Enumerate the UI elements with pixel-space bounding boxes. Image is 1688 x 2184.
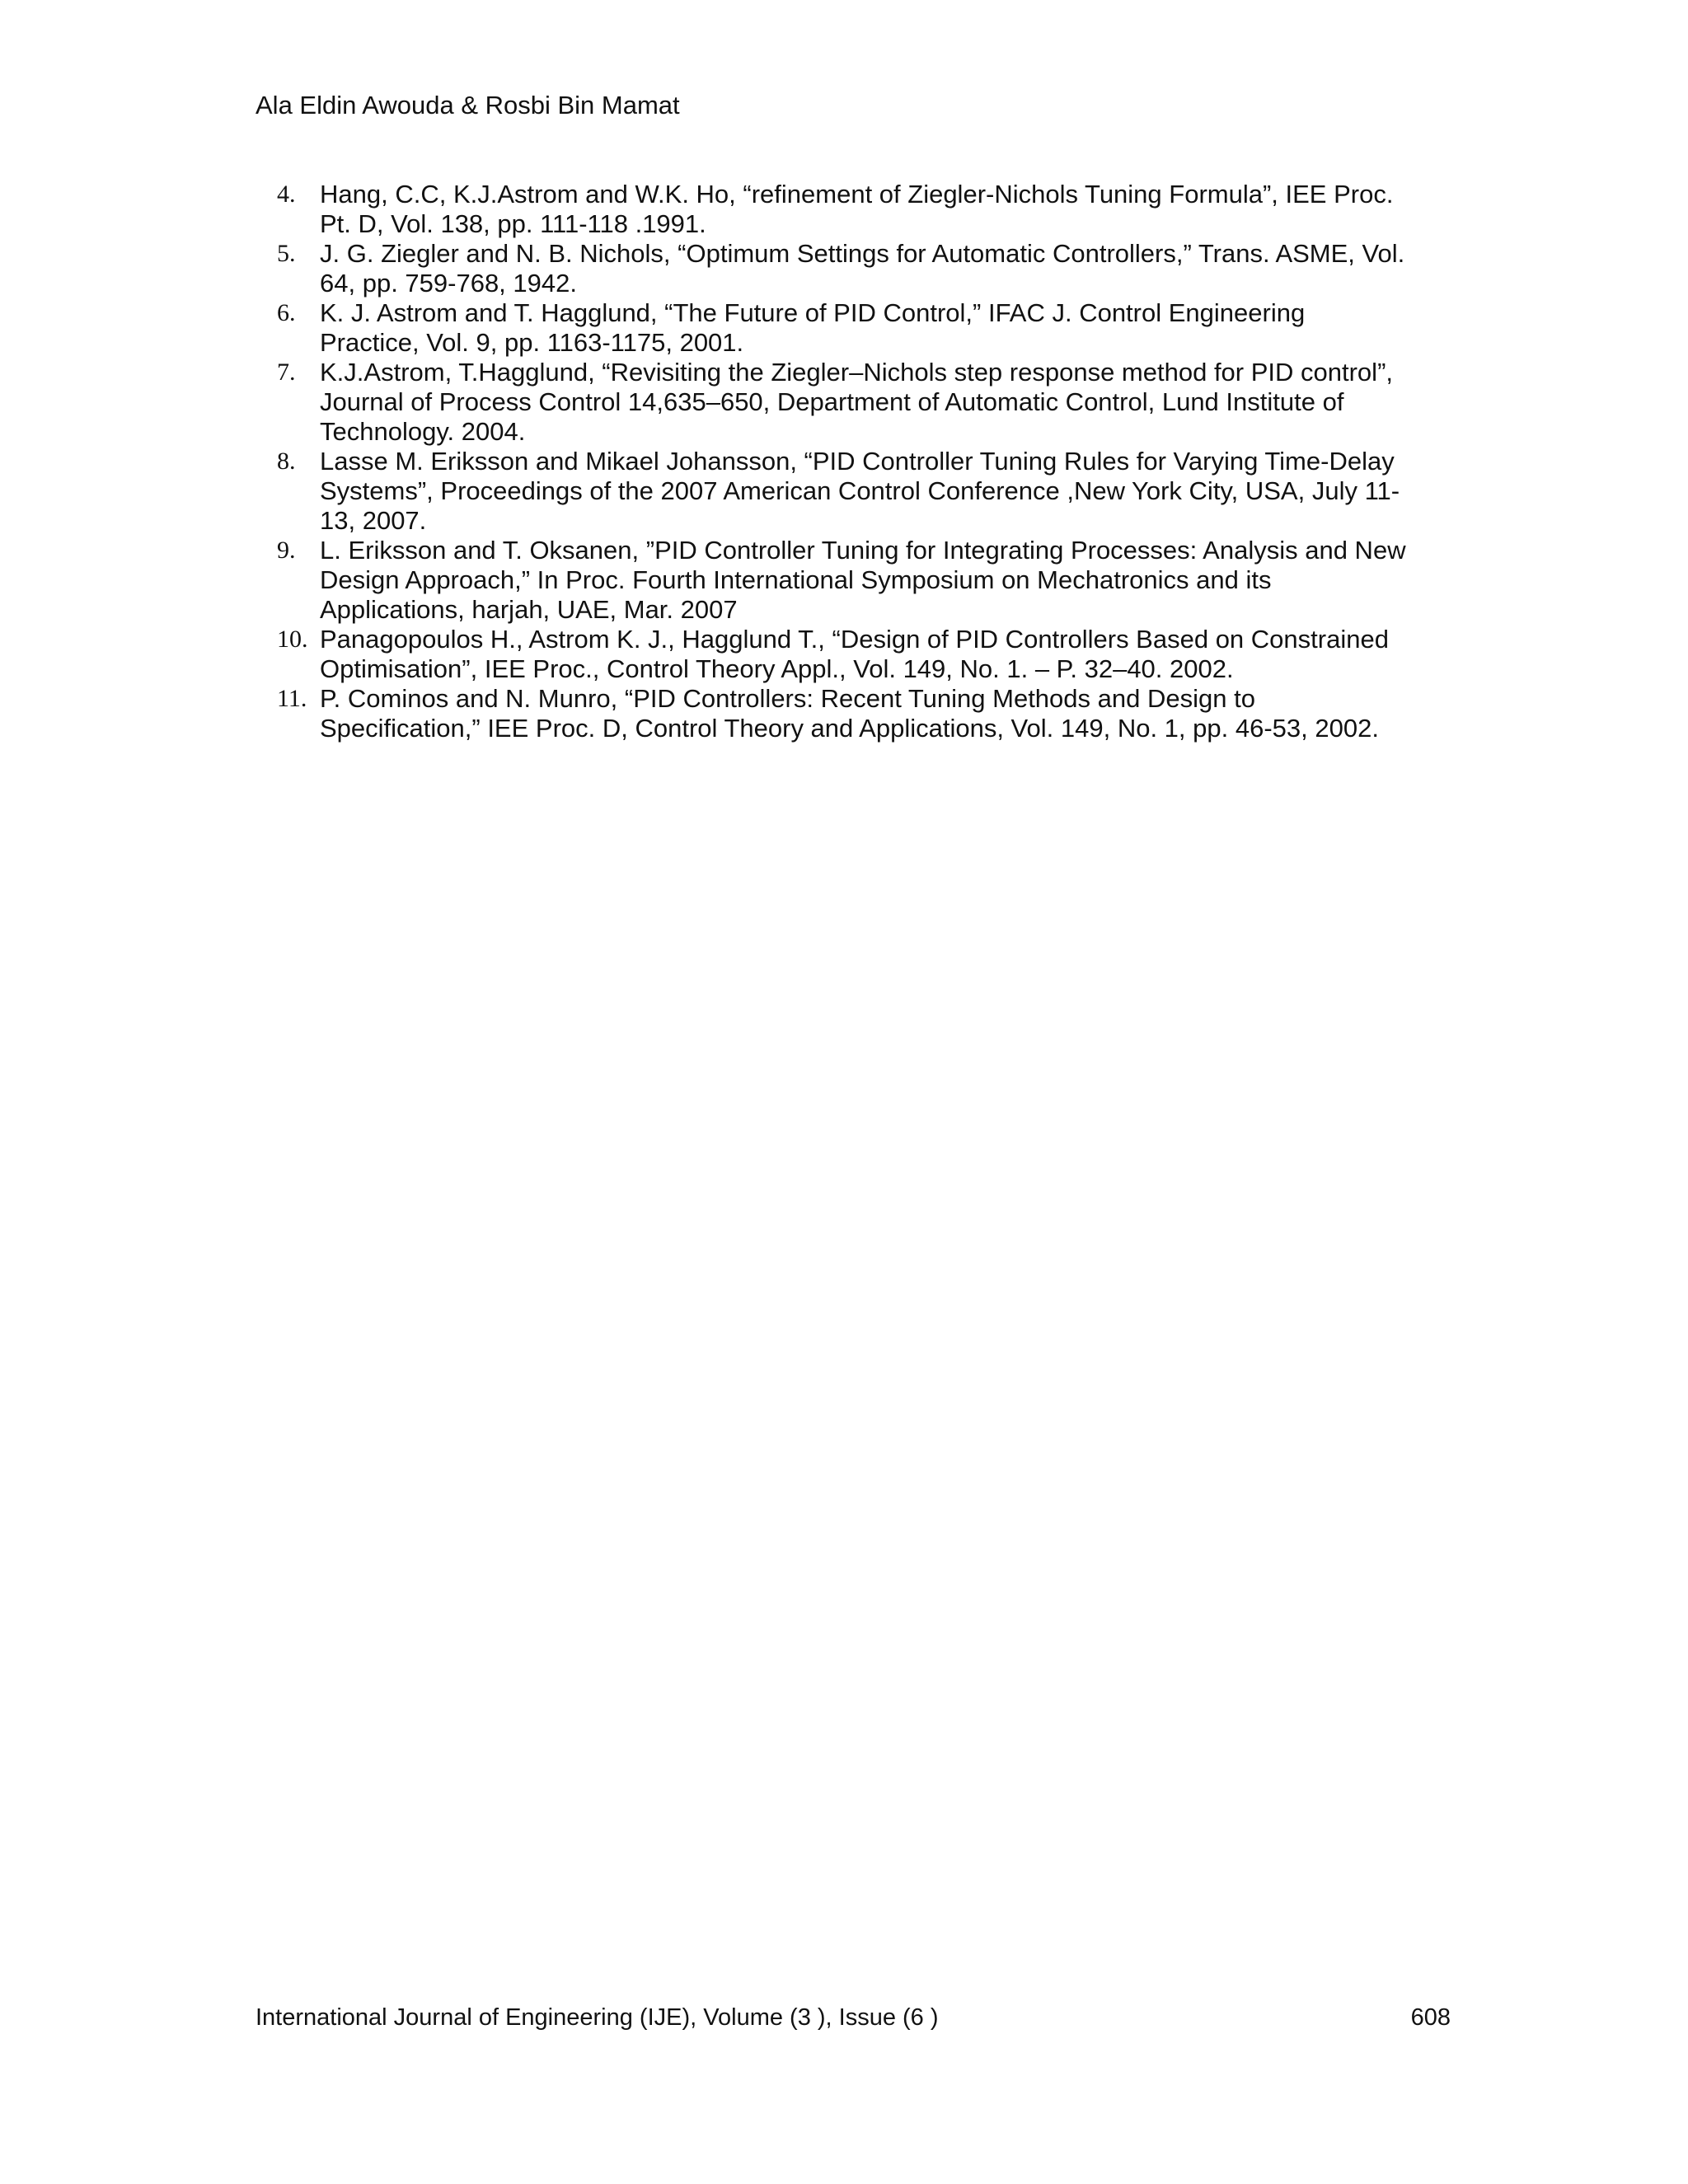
reference-item	[256, 625, 1426, 684]
reference-text	[313, 239, 1426, 298]
reference-line: Lasse M. Eriksson and Mikael Johansson, “PID Controller Tuning Rules for Varying Time-Delay	[320, 447, 1395, 476]
reference-line: Technology. 2004.	[320, 417, 526, 446]
reference-line: K.J.Astrom, T.Hagglund, “Revisiting the Ziegler–Nichols step response method for PID control”,	[320, 358, 1393, 387]
reference-text	[313, 447, 1426, 536]
reference-number: 7.	[277, 359, 296, 386]
reference-line: L. Eriksson and T. Oksanen, ”PID Controller Tuning for Integrating Processes: Analysis and New	[320, 536, 1406, 565]
reference-item	[256, 180, 1426, 239]
reference-number: 6.	[277, 299, 296, 326]
reference-text	[313, 536, 1426, 625]
journal-citation: International Journal of Engineering (IJE), Volume (3 ), Issue (6 )	[256, 2004, 939, 2031]
reference-item	[256, 536, 1426, 625]
reference-line: 64, pp. 759-768, 1942.	[320, 269, 577, 298]
reference-list	[256, 180, 1426, 743]
reference-line: Journal of Process Control 14,635–650, Department of Automatic Control, Lund Institute of	[320, 387, 1344, 416]
reference-item	[256, 358, 1426, 447]
reference-line: Applications, harjah, UAE, Mar. 2007	[320, 595, 738, 624]
reference-line: J. G. Ziegler and N. B. Nichols, “Optimum Settings for Automatic Controllers,” Trans. ASME, Vol.	[320, 239, 1405, 268]
reference-item	[256, 298, 1426, 358]
reference-number: 8.	[277, 448, 296, 475]
reference-text	[313, 180, 1426, 239]
reference-line: Specification,” IEE Proc. D, Control Theory and Applications, Vol. 149, No. 1, pp. 46-53, 2002.	[320, 714, 1379, 743]
page-footer	[256, 2001, 1451, 2034]
reference-line: Optimisation”, IEE Proc., Control Theory Appl., Vol. 149, No. 1. – P. 32–40. 2002.	[320, 654, 1234, 683]
reference-text	[313, 358, 1426, 447]
reference-number: 5.	[277, 240, 296, 267]
reference-text	[313, 684, 1426, 743]
reference-line: Design Approach,” In Proc. Fourth International Symposium on Mechatronics and its	[320, 565, 1272, 594]
reference-line: P. Cominos and N. Munro, “PID Controllers: Recent Tuning Methods and Design to	[320, 684, 1255, 713]
reference-item	[256, 447, 1426, 536]
reference-number: 10.	[277, 626, 308, 653]
reference-line: Systems”, Proceedings of the 2007 American Control Conference ,New York City, USA, July 11-	[320, 476, 1400, 505]
reference-text	[313, 625, 1426, 684]
page-number: 608	[1410, 2004, 1451, 2031]
reference-item	[256, 239, 1426, 298]
reference-text	[313, 298, 1426, 358]
reference-line: K. J. Astrom and T. Hagglund, “The Future of PID Control,” IFAC J. Control Engineering	[320, 298, 1306, 327]
reference-number: 9.	[277, 537, 296, 564]
reference-item	[256, 684, 1426, 743]
reference-line: Practice, Vol. 9, pp. 1163-1175, 2001.	[320, 328, 744, 357]
reference-line: Panagopoulos H., Astrom K. J., Hagglund T., “Design of PID Controllers Based on Constrained	[320, 625, 1389, 654]
running-head: Ala Eldin Awouda & Rosbi Bin Mamat	[256, 91, 680, 120]
reference-number: 11.	[277, 685, 307, 712]
reference-line: 13, 2007.	[320, 506, 427, 535]
reference-line: Hang, C.C, K.J.Astrom and W.K. Ho, “refinement of Ziegler-Nichols Tuning Formula”, IEE Proc.	[320, 180, 1394, 209]
reference-line: Pt. D, Vol. 138, pp. 111-118 .1991.	[320, 209, 706, 238]
reference-number: 4.	[277, 180, 296, 208]
